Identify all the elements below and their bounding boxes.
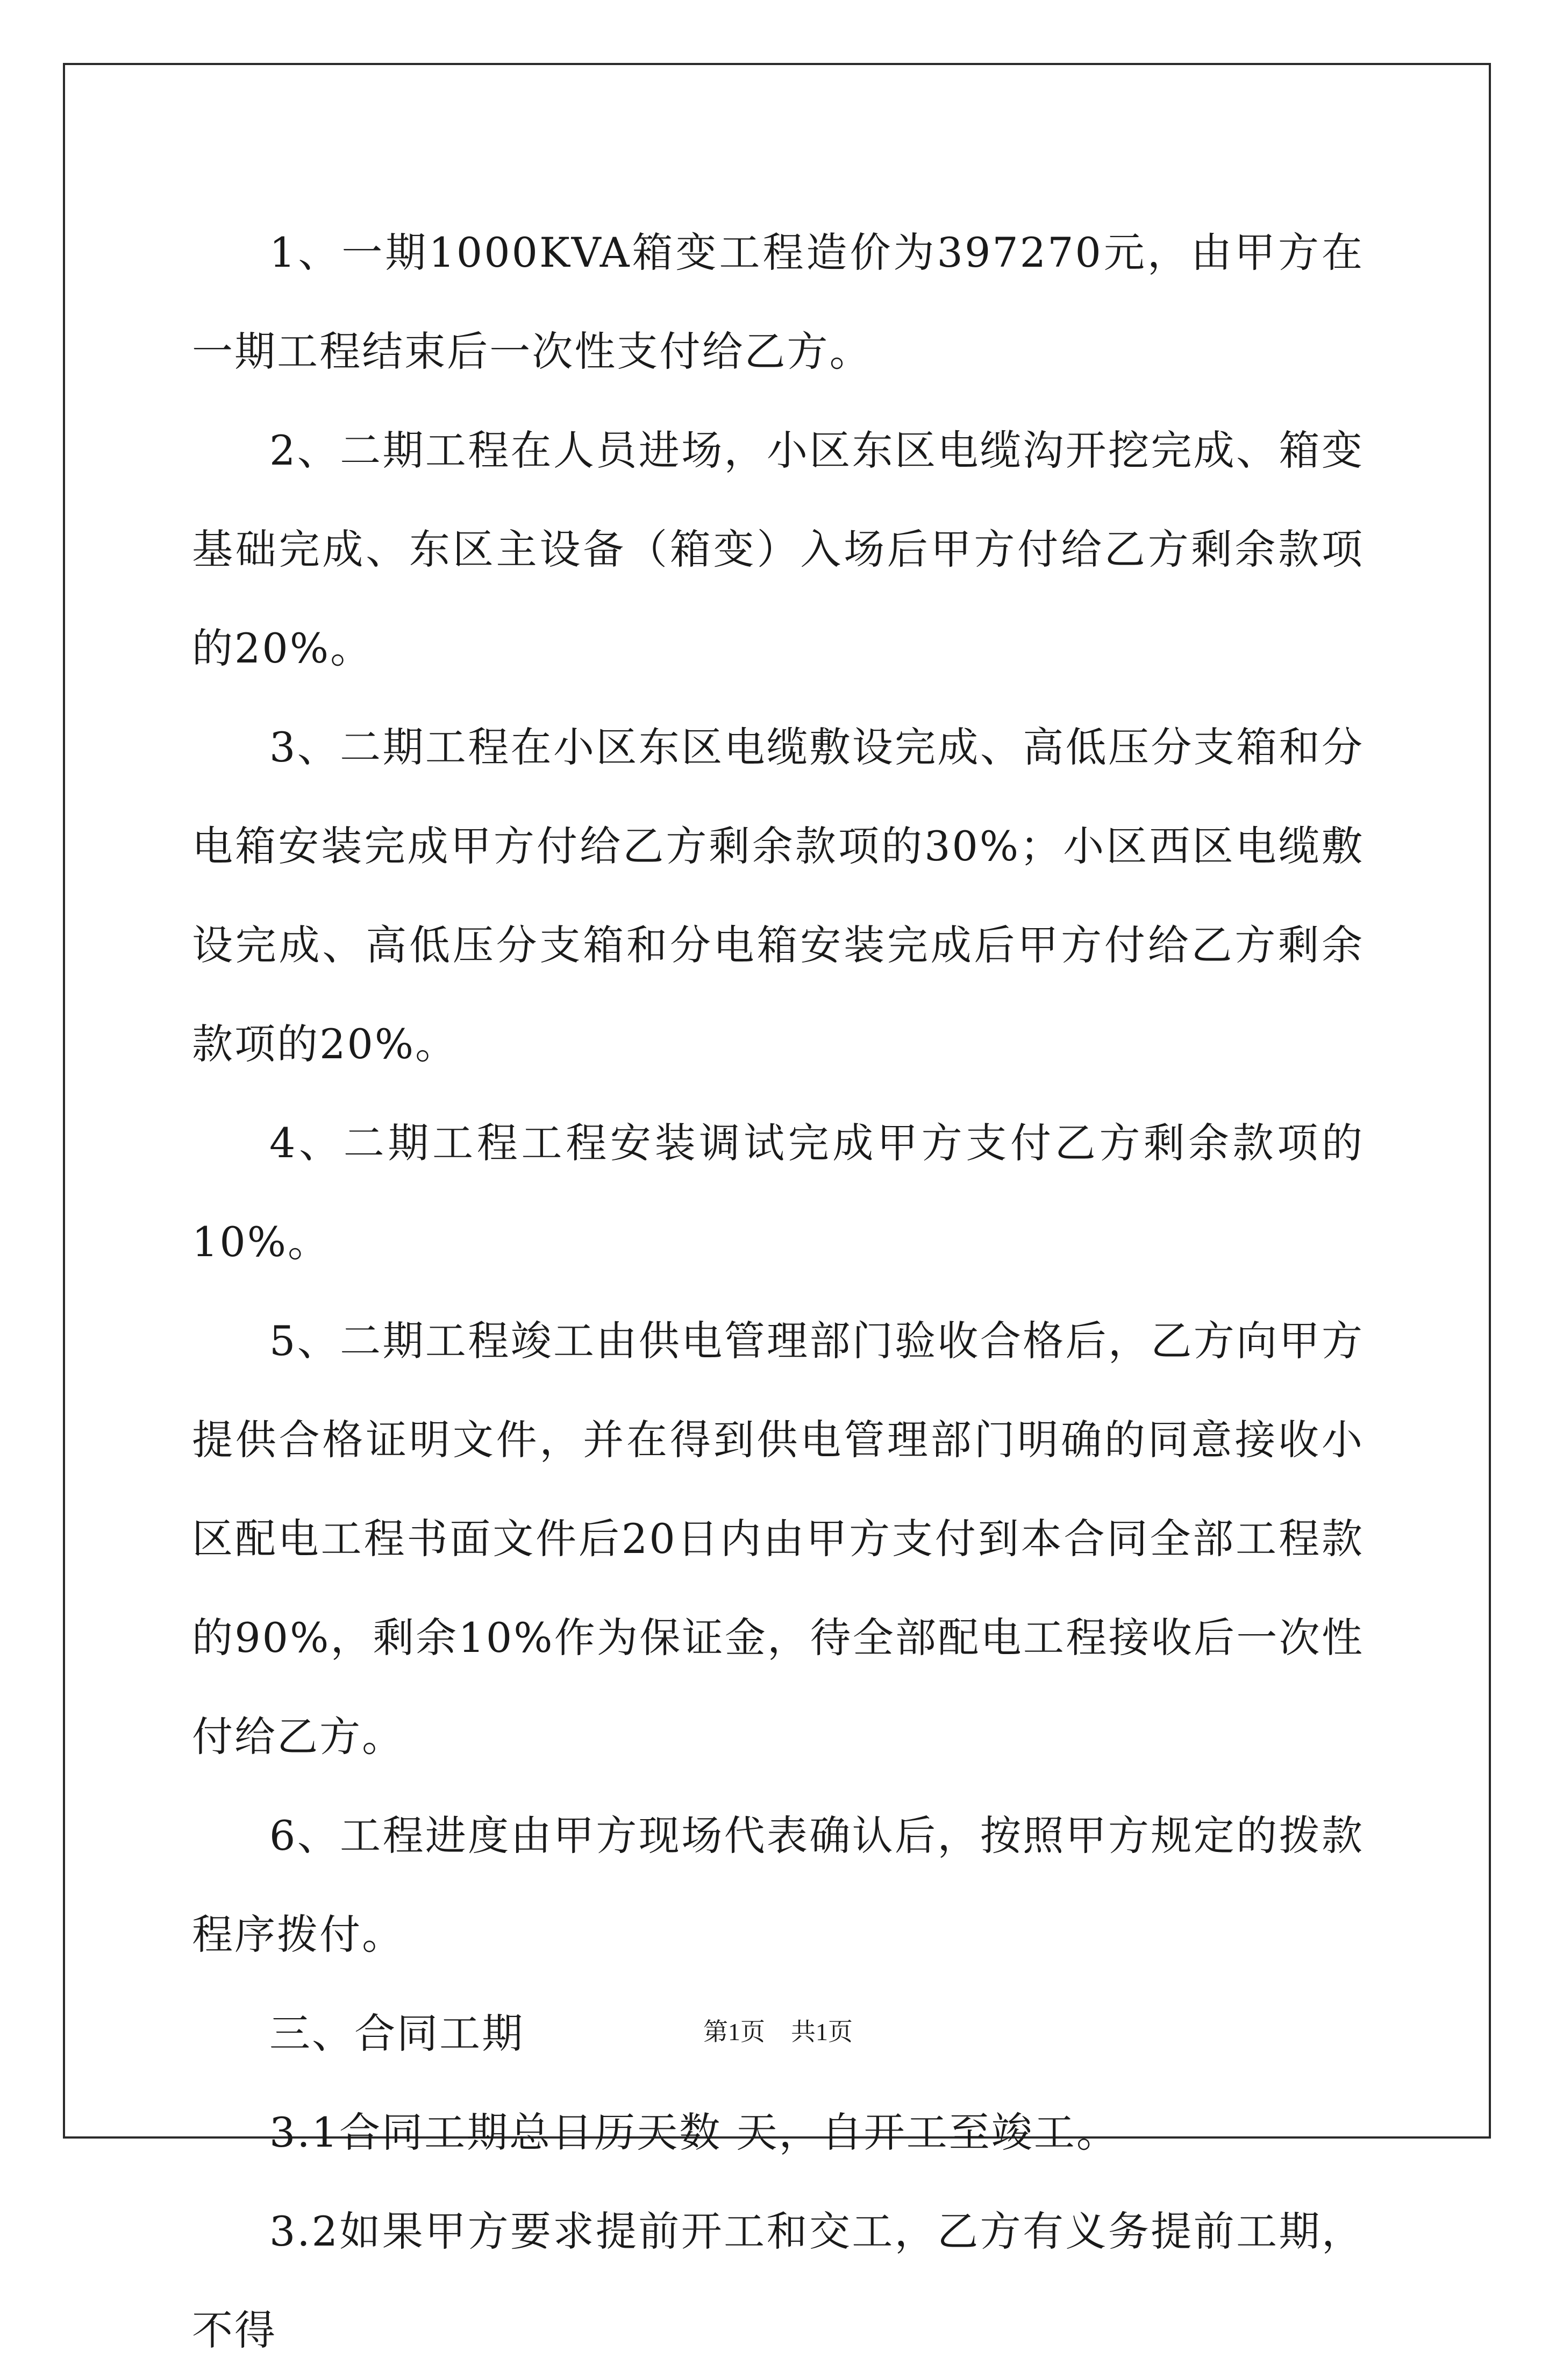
paragraph-payment-4: 4、二期工程工程安装调试完成甲方支付乙方剩余款项的10%。 [192,1119,1364,1266]
paragraph-payment-6: 6、工程进度由甲方现场代表确认后，按照甲方规定的拨款程序拨付。 [192,1812,1364,1958]
page-number: 第1页 [703,2018,765,2046]
paragraph-clause-3-1: 3.1合同工期总日历天数 天，自开工至竣工。 [269,2108,1119,2156]
page-footer [0,2012,1556,2048]
paragraph-payment-3: 3、二期工程在小区东区电缆敷设完成、高低压分支箱和分电箱安装完成甲方付给乙方剩余款项的30%；小区西区电缆敷设完成、高低压分支箱和分电箱安装完成后甲方付给乙方剩余款项的20%。 [192,723,1364,1068]
paragraph-payment-5: 5、二期工程竣工由供电管理部门验收合格后，乙方向甲方提供合格证明文件，并在得到供电管理部门明确的同意接收小区配电工程书面文件后20日内由甲方支付到本合同全部工程款的90%，剩余10%作为保证金，待全部配电工程接收后一次性付给乙方。 [192,1317,1364,1761]
paragraph-payment-2: 2、二期工程在人员进场，小区东区电缆沟开挖完成、箱变基础完成、东区主设备（箱变）入场后甲方付给乙方剩余款项的20%。 [192,426,1364,672]
document-body [192,203,1364,2380]
paragraph-payment-1: 1、一期1000KVA箱变工程造价为397270元，由甲方在一期工程结束后一次性支付给乙方。 [192,229,1364,375]
page-total: 共1页 [791,2018,853,2046]
paragraph-clause-3-2: 3.2如果甲方要求提前开工和交工，乙方有义务提前工期，不得 [192,2207,1364,2354]
section-heading-contract-period: 三、合同工期 [269,2010,525,2057]
